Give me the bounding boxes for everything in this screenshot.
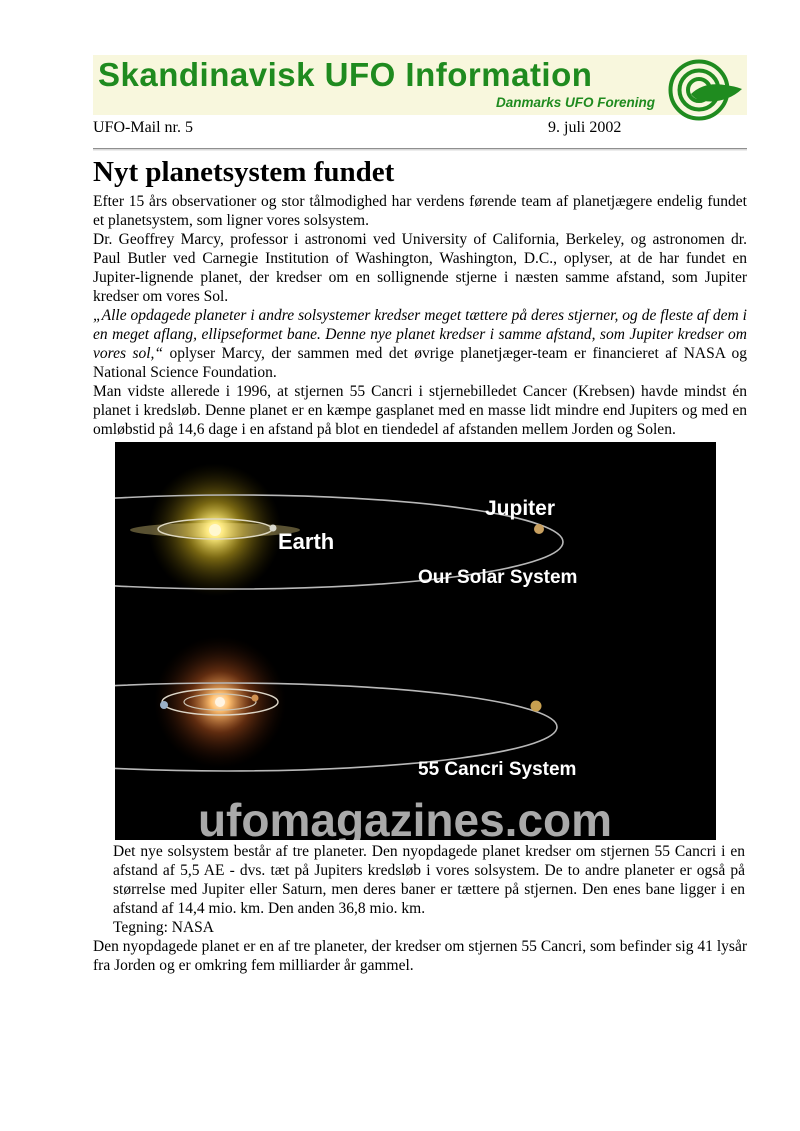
issue-label: UFO-Mail nr. 5 (93, 119, 193, 136)
date-label: 9. juli 2002 (548, 119, 622, 136)
quote-attribution: oplyser Marcy, der sammen med det øvrige planetjæger-team er financieret af NASA og National Science Foundation. (93, 345, 747, 381)
header-banner (93, 55, 747, 115)
jupiter-label: Jupiter (485, 497, 556, 520)
solar-comparison-image (115, 442, 716, 840)
earth-planet (270, 525, 277, 532)
article-paragraph: Efter 15 års observationer og stor tålmodighed har verdens førende team af planetjægere endelig fundet et planetsystem, som ligner vores solsystem. (93, 193, 747, 229)
ufo-target-logo-icon (663, 57, 745, 123)
article-paragraph: Dr. Geoffrey Marcy, professor i astronomi ved University of California, Berkeley, og astronomen dr. Paul Butler ved Carnegie Institution of Washington, Washington, D.C., oplyser, at de har fundet en Jupiter-lignende planet, der kredser om en sollignende stjerne i næsten samme afstand, som Jupiter kredser om vores Sol. (93, 231, 747, 305)
org-subtitle: Danmarks UFO Forening (495, 95, 655, 110)
earth-label: Earth (278, 529, 335, 554)
figure-credit: Tegning: NASA (113, 919, 214, 936)
cancri-system-label: 55 Cancri System (418, 759, 577, 780)
article-paragraph: Man vidste allerede i 1996, at stjernen 55 Cancri i stjernebilledet Cancer (Krebsen) havde mindst én planet i kredsløb. Denne planet er en kæmpe gasplanet med en masse lidt mindre end Jupiters og med en omløbstid på 14,6 dage i en afstand på blot en tiendedel af afstanden mellem Jorden og Solen. (93, 383, 747, 438)
closing-paragraph: Den nyopdagede planet er en af tre planeter, der kredser om stjernen 55 Cancri, som befinder sig 41 lysår fra Jorden og er omkring fem milliarder år gammel. (93, 938, 747, 974)
sun (209, 524, 221, 536)
jupiter-planet (534, 524, 544, 534)
issue-date-row (93, 119, 747, 137)
article-title: Nyt planetsystem fundet (93, 156, 395, 188)
our-solar-system-label: Our Solar System (418, 567, 578, 588)
cancri-planet-c (252, 695, 259, 702)
watermark: ufomagazines.com (197, 794, 613, 840)
horizontal-divider (93, 148, 747, 151)
org-title: Skandinavisk UFO Information (98, 56, 593, 93)
article (93, 155, 747, 975)
cancri-planet-d (531, 701, 542, 712)
article-quote-paragraph (93, 306, 747, 382)
figure-caption: Det nye solsystem består af tre planeter. Den nyopdagede planet kredser om stjernen 55 Cancri i en afstand af 5,5 AE - dvs. tæt på Jupiters kredsløb i vores solsystem. De to andre planeter er også på størrelse med Jupiter eller Saturn, men deres baner er tættere på stjernen. Den enes bane ligger i en afstand af 14,4 mio. km. Den anden 36,8 mio. km. (113, 843, 745, 917)
cancri-star (215, 697, 225, 707)
cancri-planet-b (160, 701, 168, 709)
solar-system-figure (115, 442, 716, 840)
quote-text: „Alle opdagede planeter i andre solsystemer kredser meget tættere på deres stjerner, og de fleste af dem i en meget aflang, ellipseformet bane. Denne nye planet kredser i samme afstand, som Jupiter kredser om vores sol,“ (93, 307, 747, 362)
